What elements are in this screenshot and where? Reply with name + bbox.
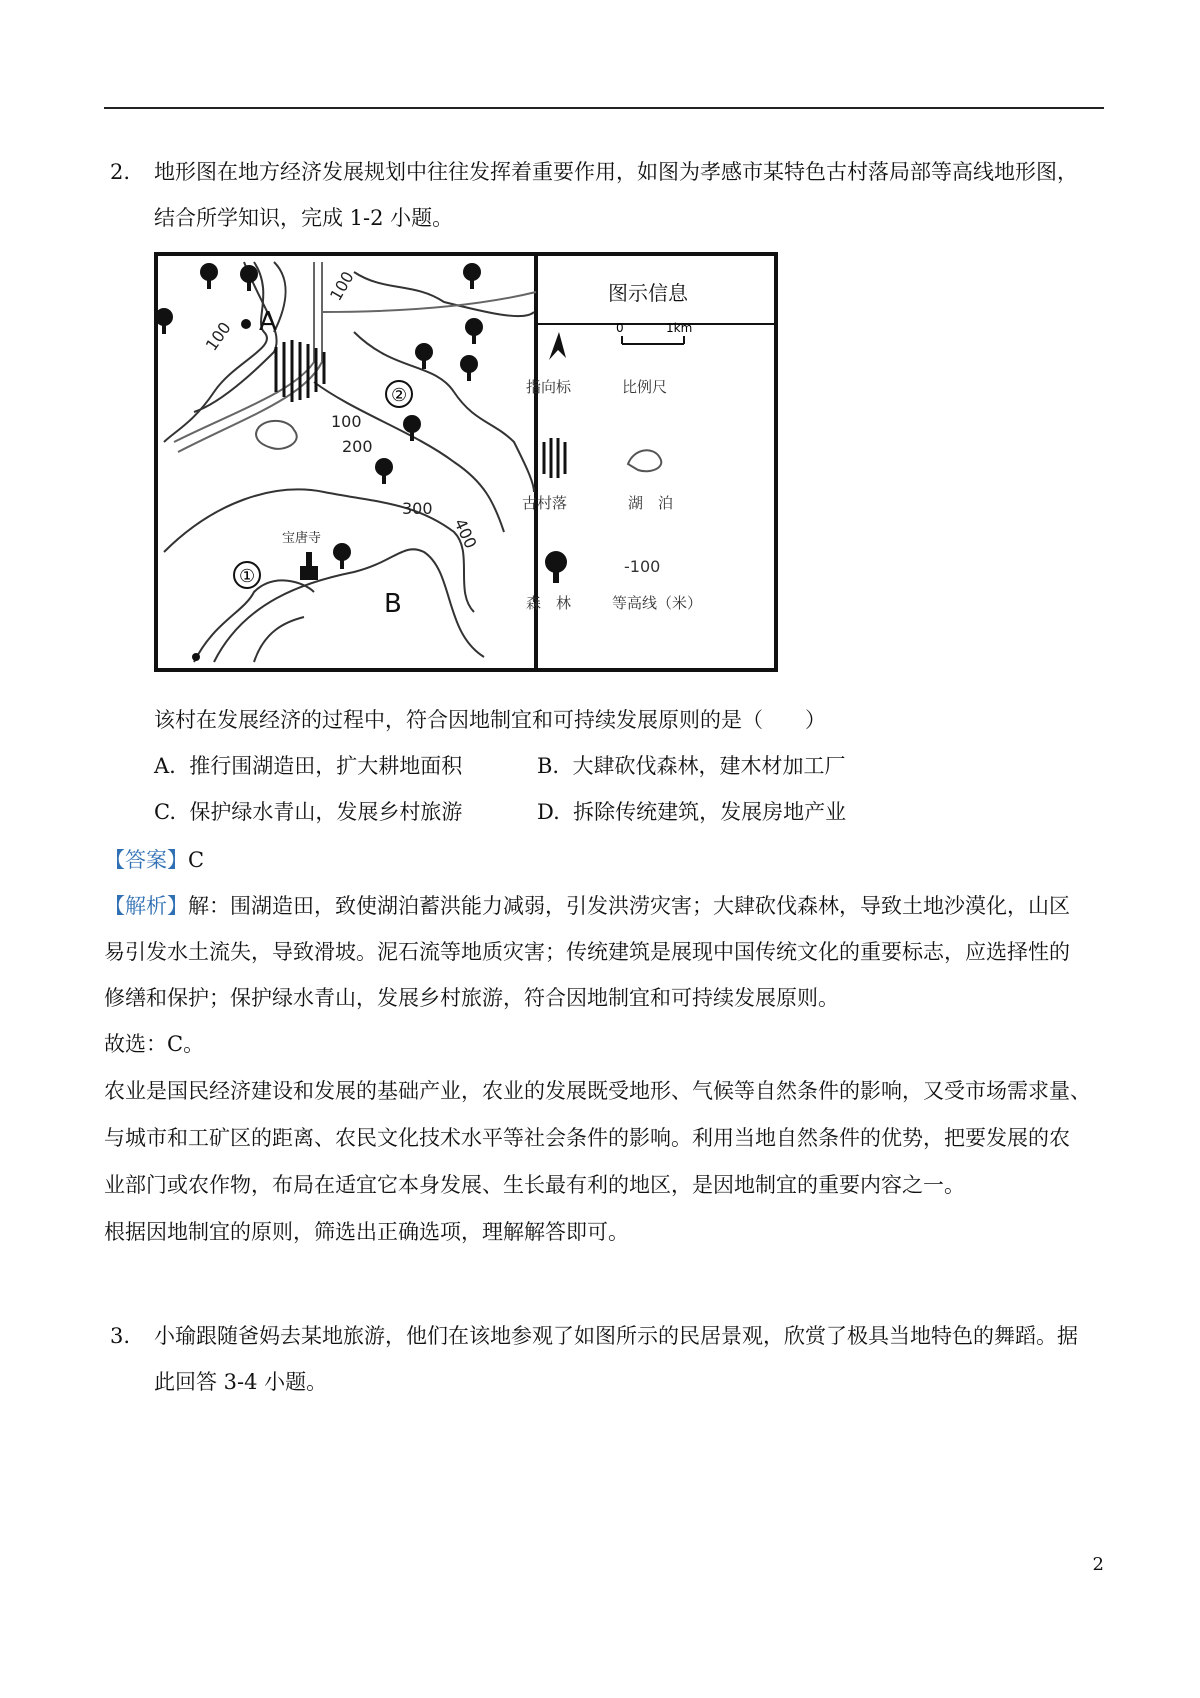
option-text: 拆除传统建筑，发展房地产业 [573,800,847,824]
question-stem-line: 结合所学知识，完成 1-2 小题。 [154,206,454,230]
scale-label: 1km [666,321,693,335]
dot-marker [192,653,200,661]
question-stem-line: 地形图在地方经济发展规划中往往发挥着重要作用，如图为孝感市某特色古村落局部等高线地形图， [154,160,1078,184]
contour-map-figure [154,252,778,672]
answer-value: C [188,848,205,872]
option-key: B. [537,754,560,778]
conclusion-line: 故选：C。 [104,1032,205,1056]
question-number: 2. [110,160,131,184]
answer-tag: 【答案】 [104,848,188,872]
analysis-line: 修缮和保护；保护绿水青山，发展乡村旅游，符合因地制宜和可持续发展原则。 [104,986,839,1010]
answer-line [104,846,204,874]
question-stem-line: 小瑜跟随爸妈去某地旅游，他们在该地参观了如图所示的民居景观，欣赏了极具当地特色的舞蹈。据 [154,1324,1078,1348]
legend-title: 图示信息 [608,281,688,305]
note-line: 业部门或农作物，布局在适宜它本身发展、生长最有利的地区，是因地制宜的重要内容之一。 [104,1173,965,1197]
contour-label: 100 [331,412,362,431]
contour-legend-sample: -100 [624,557,661,576]
page-number: 2 [1092,1554,1104,1575]
contour-label: 300 [402,499,433,518]
point-label-a: A [259,307,277,337]
question-stem-line: 此回答 3-4 小题。 [154,1370,328,1394]
question-number: 3. [110,1324,131,1348]
analysis-text: 解：围湖造田，致使湖泊蓄洪能力减弱，引发洪涝灾害；大肆砍伐森林，导致土地沙漠化，山区 [188,894,1070,918]
scale-label: 0 [616,321,624,335]
option-d[interactable] [537,798,846,826]
note-line: 农业是国民经济建设和发展的基础产业，农业的发展既受地形、气候等自然条件的影响，又受市场需求量、 [104,1079,1091,1103]
note-line: 与城市和工矿区的距离、农民文化技术水平等社会条件的影响。利用当地自然条件的优势，把要发展的农 [104,1126,1070,1150]
header-rule [104,107,1104,109]
option-a[interactable] [154,752,462,780]
legend-label: 古村落 [522,494,568,512]
circle-label: ② [391,385,408,406]
contour-label: 200 [342,437,373,456]
analysis-line [104,892,1070,920]
option-text: 保护绿水青山，发展乡村旅游 [189,800,463,824]
lake-shape [256,421,297,449]
option-c[interactable] [154,798,462,826]
option-key: D. [537,800,560,824]
contour-label: 100 [326,268,358,304]
legend-label: 比例尺 [622,378,668,396]
contour-label: 400 [450,515,481,552]
point-a-dot [241,319,251,329]
place-label: 宝唐寺 [282,531,322,546]
sub-question: 该村在发展经济的过程中，符合因地制宜和可持续发展原则的是（ ） [154,708,826,732]
option-key: C. [154,800,176,824]
legend-label: 指向标 [526,378,572,396]
option-key: A. [154,754,176,778]
analysis-line: 易引发水土流失，导致滑坡。泥石流等地质灾害；传统建筑是展现中国传统文化的重要标志，应选择性的 [104,940,1070,964]
point-label-b: B [384,589,402,619]
analysis-tag: 【解析】 [104,894,188,918]
legend-label: 森 林 [526,594,572,612]
contour-label: 100 [201,318,235,355]
option-text: 推行围湖造田，扩大耕地面积 [189,754,463,778]
circle-label: ① [239,566,256,587]
legend-label: 等高线（米） [612,594,703,612]
note-line: 根据因地制宜的原则，筛选出正确选项，理解解答即可。 [104,1220,629,1244]
option-text: 大肆砍伐森林，建木材加工厂 [572,754,846,778]
option-b[interactable] [537,752,845,780]
legend-label: 湖 泊 [628,494,674,512]
